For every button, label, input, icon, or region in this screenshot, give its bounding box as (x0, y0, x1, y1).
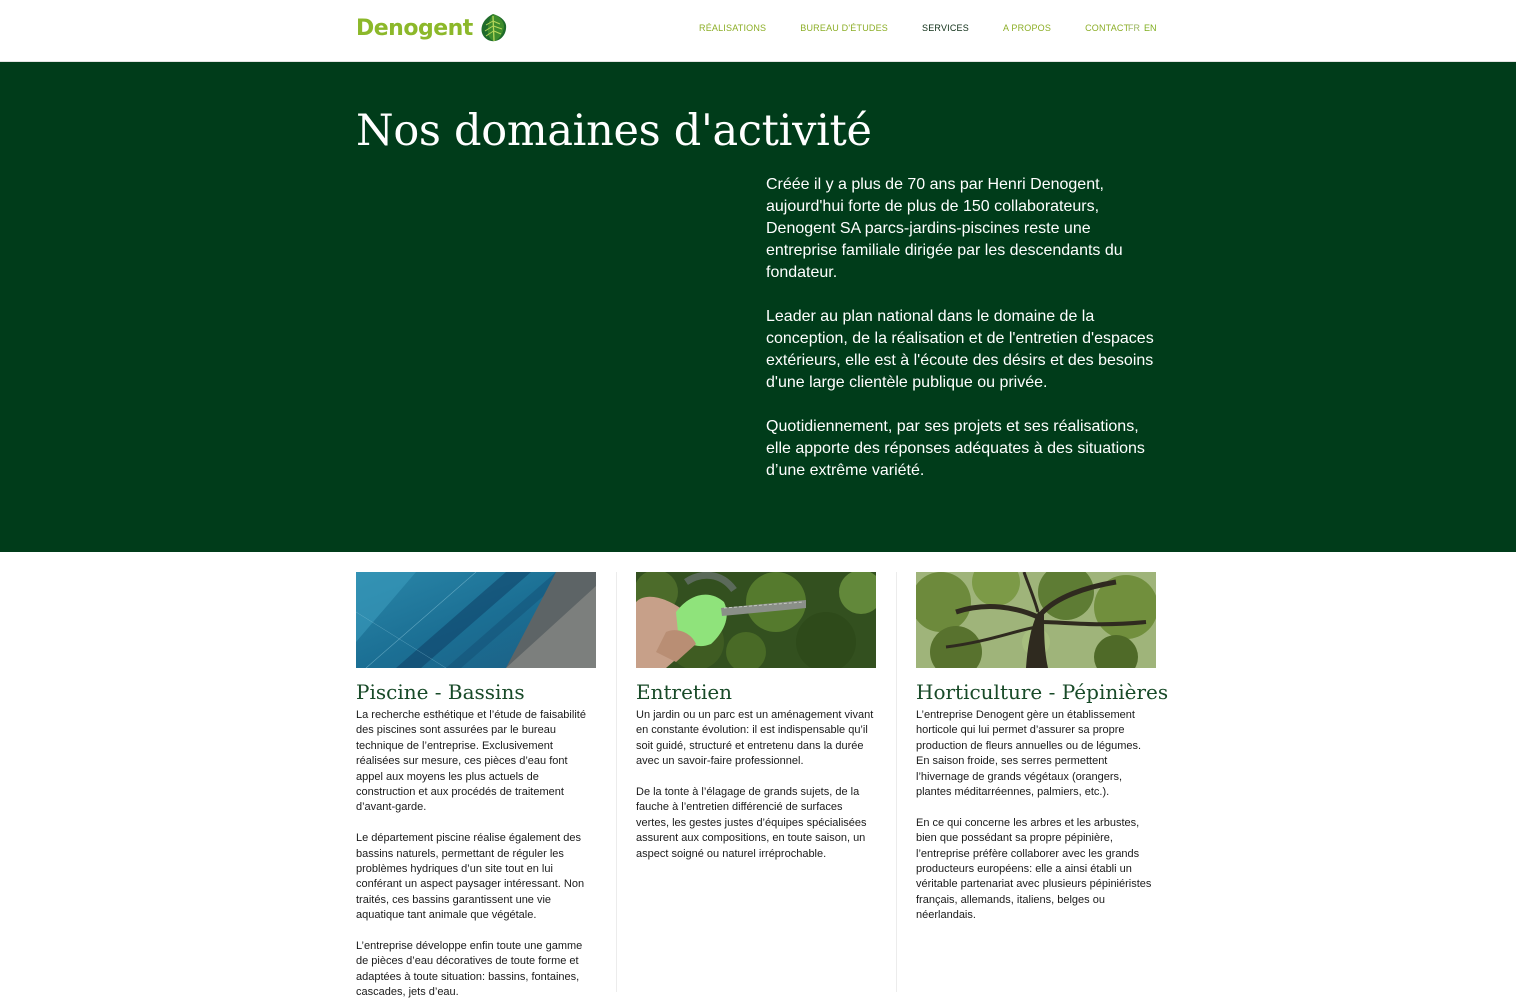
service-title: Entretien (636, 680, 733, 704)
nav-bureau-etudes[interactable]: BUREAU D'ÉTUDES (800, 23, 888, 33)
lang-fr-link[interactable]: FR (1128, 23, 1140, 33)
hero-intro (766, 174, 1154, 504)
nav-contact[interactable]: CONTACT (1085, 23, 1130, 33)
nav-realisations[interactable]: RÉALISATIONS (699, 23, 767, 33)
service-card-entretien (636, 572, 876, 1000)
service-paragraph: L’entreprise Denogent gère un établissement horticole qui lui permet d’assurer sa propre production de fleurs annuelles ou de légumes. En saison froide, ses serres permettent l’hivernage de grands végétaux (orangers, plantes méditarréennes, palmiers, etc.). (916, 709, 1142, 799)
service-paragraph: En ce qui concerne les arbres et les arbustes, bien que possédant sa propre pépinière, l’entreprise préfère collaborer avec les grands producteurs européens: elle a ainsi établi un véritable partenariat avec plusieurs pépiniéristes français, allemands, italiens, belges ou néerlandais. (916, 816, 1152, 922)
intro-paragraph: Créée il y a plus de 70 ans par Henri Denogent, aujourd'hui forte de plus de 150 collaborateurs, Denogent SA parcs-jardins-piscines reste une entreprise familiale dirigée par les descendants du fondateur. (766, 176, 1123, 281)
service-description (356, 708, 596, 1000)
logo-link[interactable] (356, 12, 509, 44)
leaf-logo-icon (477, 12, 509, 44)
logo-text: Denogent (356, 15, 473, 41)
service-paragraph: Un jardin ou un parc est un aménagement vivant en constante évolution: il est indispensable qu’il soit guidé, structuré et entretenu dans la durée avec un savoir-faire professionnel. (636, 709, 874, 768)
pool-image[interactable] (356, 572, 596, 668)
tree-image[interactable] (916, 572, 1156, 668)
lang-en-link[interactable]: EN (1144, 23, 1157, 33)
intro-paragraph: Leader au plan national dans le domaine de la conception, de la réalisation et de l'entretien d'espaces extérieurs, elle est à l'écoute des désirs et des besoins d'une large clientèle publique ou privée. (766, 308, 1154, 391)
site-header (0, 0, 1516, 62)
service-paragraph: L’entreprise développe enfin toute une gamme de pièces d’eau décoratives de toute forme et adaptées à toute situation: bassins, fontaines, cascades, jets d’eau. (356, 940, 583, 999)
hedge-trimmer-image[interactable] (636, 572, 876, 668)
service-paragraph: De la tonte à l’élagage de grands sujets, de la fauche à l’entretien différencié de surfaces vertes, les gestes justes d’équipes spécialisées assurent aux compositions, en toute saison, un aspect soigné ou naturel irréprochable. (636, 786, 867, 860)
service-card-horticulture (916, 572, 1169, 1000)
page-title: Nos domaines d'activité (356, 106, 872, 156)
hero-section (0, 62, 1516, 552)
service-paragraph: La recherche esthétique et l’étude de faisabilité des piscines sont assurées par le bureau technique de l’entreprise. Exclusivement réalisées sur mesure, ces pièces d’eau font appel aux moyens les plus actuels de construction et aux procédés de traitement d’avant-garde. (356, 709, 586, 814)
service-title: Piscine - Bassins (356, 680, 525, 704)
service-paragraph: Le département piscine réalise également des bassins naturels, permettant de réguler les problèmes hydriques d’un site tout en lui conférant un aspect paysager intéressant. Non traités, ces bassins garantissent une vie aquatique tant animale que végétale. (356, 832, 585, 922)
column-divider (616, 572, 617, 992)
column-divider (896, 572, 897, 992)
intro-paragraph: Quotidiennement, par ses projets et ses réalisations, elle apporte des réponses adéquates à des situations d’une extrême variété. (766, 418, 1145, 479)
services-section (356, 572, 1169, 1000)
service-title: Horticulture - Pépinières (916, 680, 1169, 704)
main-nav (699, 23, 1163, 33)
language-switcher (1128, 23, 1157, 33)
nav-a-propos[interactable]: A PROPOS (1002, 23, 1052, 33)
service-card-piscine (356, 572, 596, 1000)
nav-services[interactable]: SERVICES (922, 23, 969, 33)
service-description (916, 708, 1156, 924)
service-description (636, 708, 876, 862)
